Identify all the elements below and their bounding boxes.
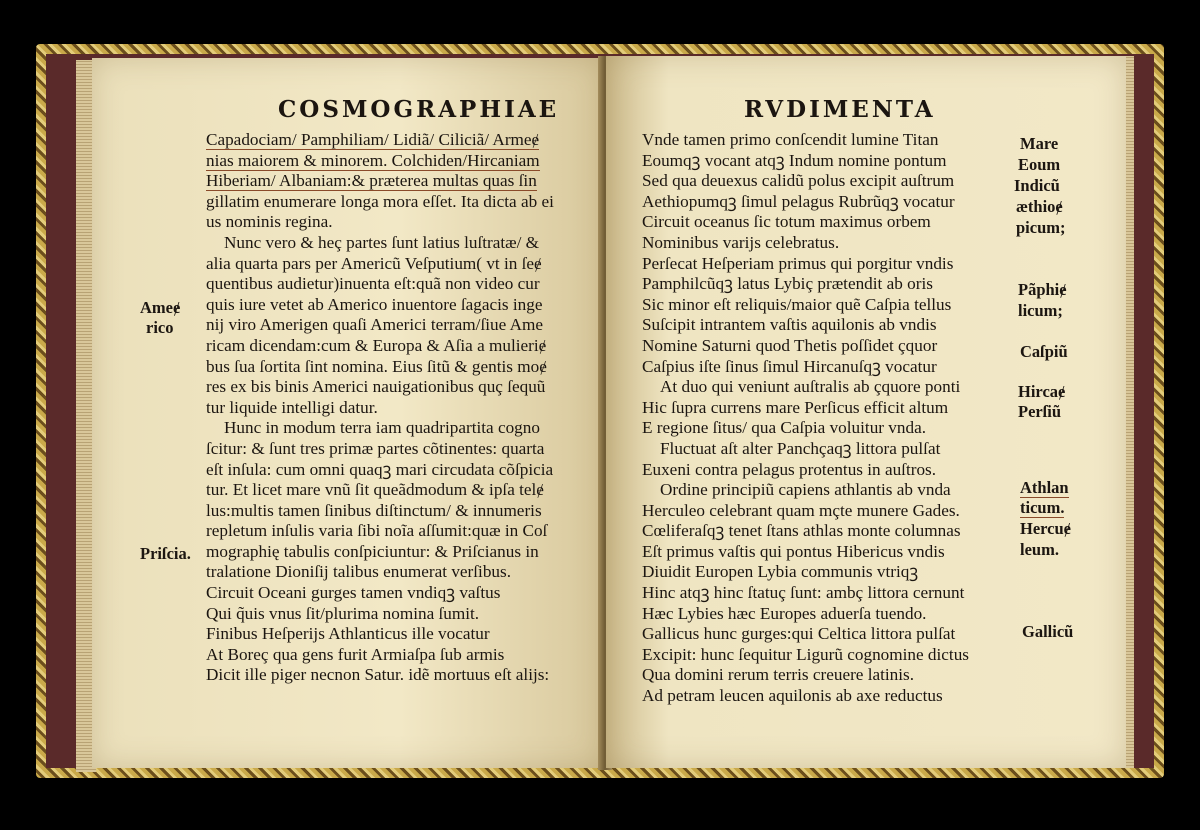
margin-note: æthioɇ	[1016, 197, 1063, 216]
text-line: Gallicus hunc gurges:qui Celtica littora pulſat	[642, 624, 956, 644]
text-line: tur. Et licet mare vnũ ſit queãdmodum & ipſa telɇ	[206, 480, 544, 500]
text-line: At duo qui veniunt auſtralis ab çquore ponti	[660, 377, 961, 397]
text-line: quis iure vetet ab Americo inuentore ſagacis inge	[206, 294, 543, 314]
text-line: Fluctuat aſt alter Panchçaqꝫ littora pulſat	[660, 438, 941, 458]
margin-note: licum;	[1018, 301, 1063, 320]
text-line: Suſcipit intrantem vaſtis aquilonis ab vndis	[642, 315, 937, 335]
text-line: Qui q̃uis vnus ſit/plurima nomina ſumit.	[206, 603, 480, 623]
right-page-text	[642, 130, 969, 707]
text-line: Nunc vero & heç partes ſunt latius luſtratæ/ &	[224, 232, 540, 252]
text-line: Eſt primus vaſtis qui pontus Hibericus vndis	[642, 541, 945, 561]
margin-note: Priſcia.	[140, 544, 191, 563]
text-line: Hinc atqꝫ hinc ſtatuç ſunt: ambç littora cernunt	[642, 583, 965, 603]
text-line: Dicit ille piger necnon Satur. idẽ mortuus eſt alijs:	[206, 665, 550, 685]
text-line: tur liquide intelligi datur.	[206, 397, 378, 417]
margin-note: Eoum	[1018, 155, 1061, 174]
margin-note: Ameɇ	[140, 298, 181, 317]
text-line: gillatim enumerare longa mora eſſet. Ita dicta ab ei	[206, 191, 554, 211]
text-line: res ex bis binis Americi nauigationibus quç ſequũ	[206, 377, 546, 397]
text-line: Aethiopumqꝫ ſimul pelagus Rubrũqꝫ vocatur	[642, 191, 955, 211]
text-line: Excipit: hunc ſequitur Ligurũ cognomine dictus	[642, 644, 969, 664]
text-line: Pamphilcũqꝫ latus Lybiç prætendit ab oris	[642, 274, 933, 294]
text-line: Hunc in modum terra iam quadripartita cogno	[224, 418, 540, 438]
text-line: Circuit oceanus ſic totum maximus orbem	[642, 212, 931, 232]
left-page-text	[206, 130, 554, 686]
margin-note: Hercuɇ	[1020, 519, 1072, 538]
text-line: Ordine principiũ capiens athlantis ab vnda	[660, 480, 951, 500]
text-line: mographię tabulis conſpiciuntur: & Priſcianus in	[206, 541, 539, 561]
right-running-head: RVDIMENTA	[744, 96, 936, 123]
margin-note: ticum.	[1020, 498, 1065, 517]
text-line: Vnde tamen primo conſcendit lumine Titan	[642, 130, 939, 149]
margin-note: Gallicũ	[1022, 622, 1074, 641]
text-line: Qua domini rerum terris creuere latinis.	[642, 665, 915, 685]
text-line: At Boreç qua gens furit Armiaſpa ſub armis	[206, 644, 505, 664]
text-line: eſt inſula: cum omni quaqꝫ mari circudata cõſpicia	[206, 459, 554, 479]
text-line: alia quarta pars per Americũ Veſputium( vt in ſeɇ	[206, 253, 542, 273]
text-line: repletum inſulis varia ſibi noĩa aſſumit:quæ in Coſ	[206, 521, 548, 541]
margin-note: picum;	[1016, 218, 1066, 237]
text-line: E regione ſitus/ qua Caſpia voluitur vnda.	[642, 418, 927, 438]
margin-note: Perſiũ	[1018, 402, 1062, 421]
text-line: Nominibus varijs celebratus.	[642, 232, 840, 252]
text-line: quentibus audietur)inuenta eſt:quã non video cur	[206, 274, 540, 294]
text-line: Finibus Heſperijs Athlanticus ille vocatur	[206, 624, 490, 644]
text-line: Sic minor eſt reliquis/maior quẽ Caſpia tellus	[642, 294, 952, 314]
margin-note: Athlan	[1020, 478, 1069, 497]
margin-note: Caſpiũ	[1020, 342, 1068, 361]
text-line: Herculeo celebrant quam mçte munere Gades.	[642, 500, 960, 520]
text-line: Cœliferaſqꝫ tenet ſtans athlas monte columnas	[642, 521, 961, 541]
margin-note: Pãphiɇ	[1018, 280, 1067, 299]
margin-note: rico	[146, 318, 174, 337]
text-line: us nominis regina.	[206, 212, 333, 232]
text-line: Hæc Lybies hæc Europes aduerſa tuendo.	[642, 603, 927, 623]
text-line: Capadociam/ Pamphiliam/ Lidiã/ Ciliciã/ Armeɇ	[206, 130, 540, 149]
text-line: nias maiorem & minorem. Colchiden/Hircaniam	[206, 150, 540, 170]
margin-note: Mare	[1020, 134, 1059, 153]
text-line: Hic ſupra currens mare Perſicus efficit altum	[642, 397, 949, 417]
margin-note: Indicũ	[1014, 176, 1060, 195]
text-line: Diuidit Europen Lybia communis vtriqꝫ	[642, 562, 919, 582]
text-line: Eoumqꝫ vocant atqꝫ Indum nomine pontum	[642, 150, 947, 170]
text-line: bus ſua ſortita ſint nomina. Eius ſitũ & gentis moɇ	[206, 356, 547, 376]
text-line: ſcitur: & ſunt tres primæ partes cõtinentes: quarta	[206, 438, 545, 458]
margin-note: Hircaɇ	[1018, 382, 1066, 401]
text-line: tralatione Dioniſij talibus enumerat verſibus.	[206, 562, 512, 582]
margin-note: leum.	[1020, 540, 1059, 559]
text-line: ricam dicendam:cum & Europa & Aſia a mulieriɇ	[206, 335, 547, 355]
text-line: Caſpius iſte ſinus ſimul Hircanuſqꝫ vocatur	[642, 356, 937, 376]
text-line: Perſecat Heſperiam primus qui porgitur vndis	[642, 253, 954, 273]
text-line: Hiberiam/ Albaniam:& præterea multas quas ſin	[206, 171, 537, 191]
text-line: nij viro Amerigen quaſi Americi terram/ſiue Ame	[206, 315, 543, 335]
text-line: Circuit Oceani gurges tamen vndiqꝫ vaſtus	[206, 583, 501, 603]
text-line: Sed qua deuexus calidũ polus excipit auſtrum	[642, 171, 955, 191]
left-running-head: COSMOGRAPHIAE	[278, 96, 560, 123]
text-line: Nomine Saturni quod Thetis poſſidet çquor	[642, 335, 938, 355]
text-line: Euxeni contra pelagus protentus in auſtros.	[642, 459, 937, 479]
text-line: lus:multis tamen ſinibus diſtinctum/ & innumeris	[206, 500, 542, 520]
text-line: Ad petram leucen aquilonis ab axe reductus	[642, 686, 943, 706]
